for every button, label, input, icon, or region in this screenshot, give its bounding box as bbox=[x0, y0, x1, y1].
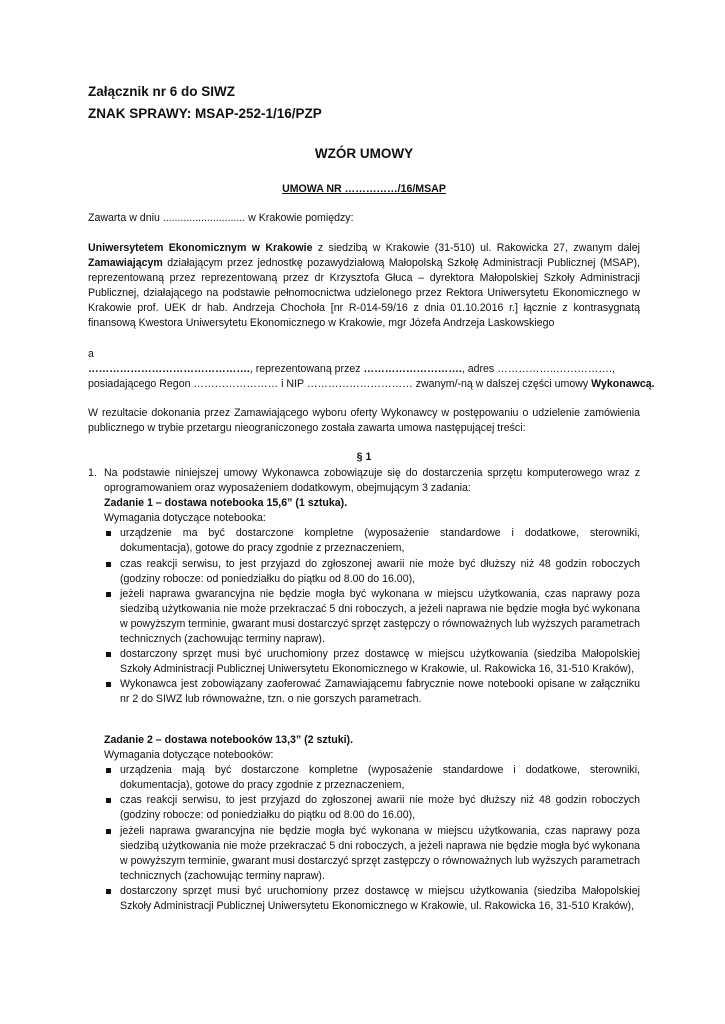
party-1-role: Zamawiającym bbox=[88, 257, 163, 270]
task-2-list bbox=[104, 763, 640, 914]
task-2-title: Zadanie 2 – dostawa notebooków 13,3” (2 sztuki). bbox=[104, 734, 354, 746]
list-item: czas reakcji serwisu, to jest przyjazd do zgłoszonej awarii nie może być dłuższy niż 48 godzin roboczych (godziny robocze: od poniedziałku do piątku od 8.00 do 16.00), bbox=[104, 793, 640, 823]
list-item: jeżeli naprawa gwarancyjna nie będzie mogła być wykonana w miejscu użytkowania, czas naprawy poza siedzibą użytkowania nie może przekraczać 5 dni roboczych, a jeżeli naprawa nie będzie mogła być wykonana w powyższym terminie, gwarant musi dostarczyć sprzęt zastępczy o równoważnych lub wyższych parametrach technicznych (zachowując terminy napraw). bbox=[104, 587, 640, 647]
list-item: dostarczony sprzęt musi być uruchomiony przez dostawcę w miejscu użytkowania (siedziba Małopolskiej Szkoły Administracji Publicznej Uniwersytetu Ekonomicznego w Krakowie, ul. Rakowicka 16, 31-510 Kraków), bbox=[104, 647, 640, 677]
item-number: 1. bbox=[88, 467, 97, 479]
task-2-requirements: Wymagania dotyczące notebooków: bbox=[104, 749, 274, 762]
party-2-role: Wykonawcą. bbox=[591, 378, 655, 390]
party-2-line-2: posiadającego Regon …………………… i NIP ………………………… zwanym/-ną w dalszej części umowy Wykonawcą. bbox=[88, 378, 655, 390]
case-number: ZNAK SPRAWY: MSAP-252-1/16/PZP bbox=[88, 106, 322, 121]
document-title: WZÓR UMOWY bbox=[314, 146, 414, 161]
party-1-paragraph: Uniwersytetem Ekonomicznym w Krakowie z siedzibą w Krakowie (31-510) ul. Rakowicka 27, zwanym dalej Zamawiającym działającym przez jednostkę pozawydziałową Małopolską Szkołę Administracji Publicznej (MSAP), reprezentowaną przez reprezentowaną przez dr Krzysztofa Głuca – dyrektora Małopolskiej Szkoły Administracji Publicznej, działającego na podstawie pełnomocnictwa udzielonego przez Rektora Uniwersytetu Ekonomicznego w Krakowie prof. UEK dr hab. Andrzeja Chochoła [nr R-014-59/16 z dnia 01.10.2016 r.] łącznie z kontrasygnatą finansową Kwestora Uniwersytetu Ekonomicznego w Krakowie, mgr Józefa Andrzeja Laskowskiego bbox=[88, 242, 640, 330]
list-item: Wykonawca jest zobowiązany zaoferować Zamawiającemu fabrycznie nowe notebooki opisane w załączniku nr 2 do SIWZ lub równoważne, tzn. o nie gorszych parametrach. bbox=[104, 677, 640, 707]
list-item: czas reakcji serwisu, to jest przyjazd do zgłoszonej awarii nie może być dłuższy niż 48 godzin roboczych (godziny robocze: od poniedziałku do piątku od 8.00 do 16.00), bbox=[104, 557, 640, 587]
item-text: Na podstawie niniejszej umowy Wykonawca zobowiązuje się do dostarczenia sprzętu komputerowego wraz z oprogramowaniem oraz wyposażeniem dodatkowym, obejmującym 3 zadania: bbox=[104, 467, 640, 495]
intro-paragraph: W rezultacie dokonania przez Zamawiającego wyboru oferty Wykonawcy w postępowaniu o udzielenie zamówienia publicznego w trybie przetargu nieograniczonego została zawarta umowa następującej treści: bbox=[88, 407, 640, 435]
party-2-line-1: ………………………………………., reprezentowaną przez ………………………., adres ……………..……………., bbox=[88, 363, 615, 375]
contract-number: UMOWA NR ……………/16/MSAP bbox=[282, 183, 446, 195]
list-item: urządzenia mają być dostarczone kompletne (wyposażenie standardowe i dodatkowe, sterowniki, dokumentacja), gotowe do pracy zgodnie z przeznaczeniem, bbox=[104, 763, 640, 793]
list-item: urządzenie ma być dostarczone kompletne (wyposażenie standardowe i dodatkowe, sterowniki, dokumentacja), gotowe do pracy zgodnie z przeznaczeniem, bbox=[104, 526, 640, 556]
section-heading: § 1 bbox=[356, 451, 372, 463]
concluded-line: Zawarta w dniu ............................ w Krakowie pomiędzy: bbox=[88, 212, 354, 224]
list-item: jeżeli naprawa gwarancyjna nie będzie mogła być wykonana w miejscu użytkowania, czas naprawy poza siedzibą użytkowania nie może przekraczać 5 dni roboczych, a jeżeli naprawa nie będzie mogła być wykonana w powyższym terminie, gwarant musi dostarczyć sprzęt zastępczy o równoważnych lub wyższych parametrach technicznych (zachowując terminy napraw). bbox=[104, 824, 640, 884]
task-2-block bbox=[104, 733, 640, 914]
and-word: a bbox=[88, 348, 94, 360]
task-1-block bbox=[104, 466, 640, 708]
task-1-title: Zadanie 1 – dostawa notebooka 15,6” (1 sztuka). bbox=[104, 497, 348, 510]
task-1-requirements: Wymagania dotyczące notebooka: bbox=[104, 512, 266, 525]
attachment-label: Załącznik nr 6 do SIWZ bbox=[88, 84, 236, 99]
list-item: dostarczony sprzęt musi być uruchomiony przez dostawcę w miejscu użytkowania (siedziba Małopolskiej Szkoły Administracji Publicznej Uniwersytetu Ekonomicznego w Krakowie, ul. Rakowicka 16, 31-510 Kraków), bbox=[104, 884, 640, 914]
task-1-list bbox=[104, 526, 640, 707]
party-1-name: Uniwersytetem Ekonomicznym w Krakowie bbox=[88, 242, 313, 254]
